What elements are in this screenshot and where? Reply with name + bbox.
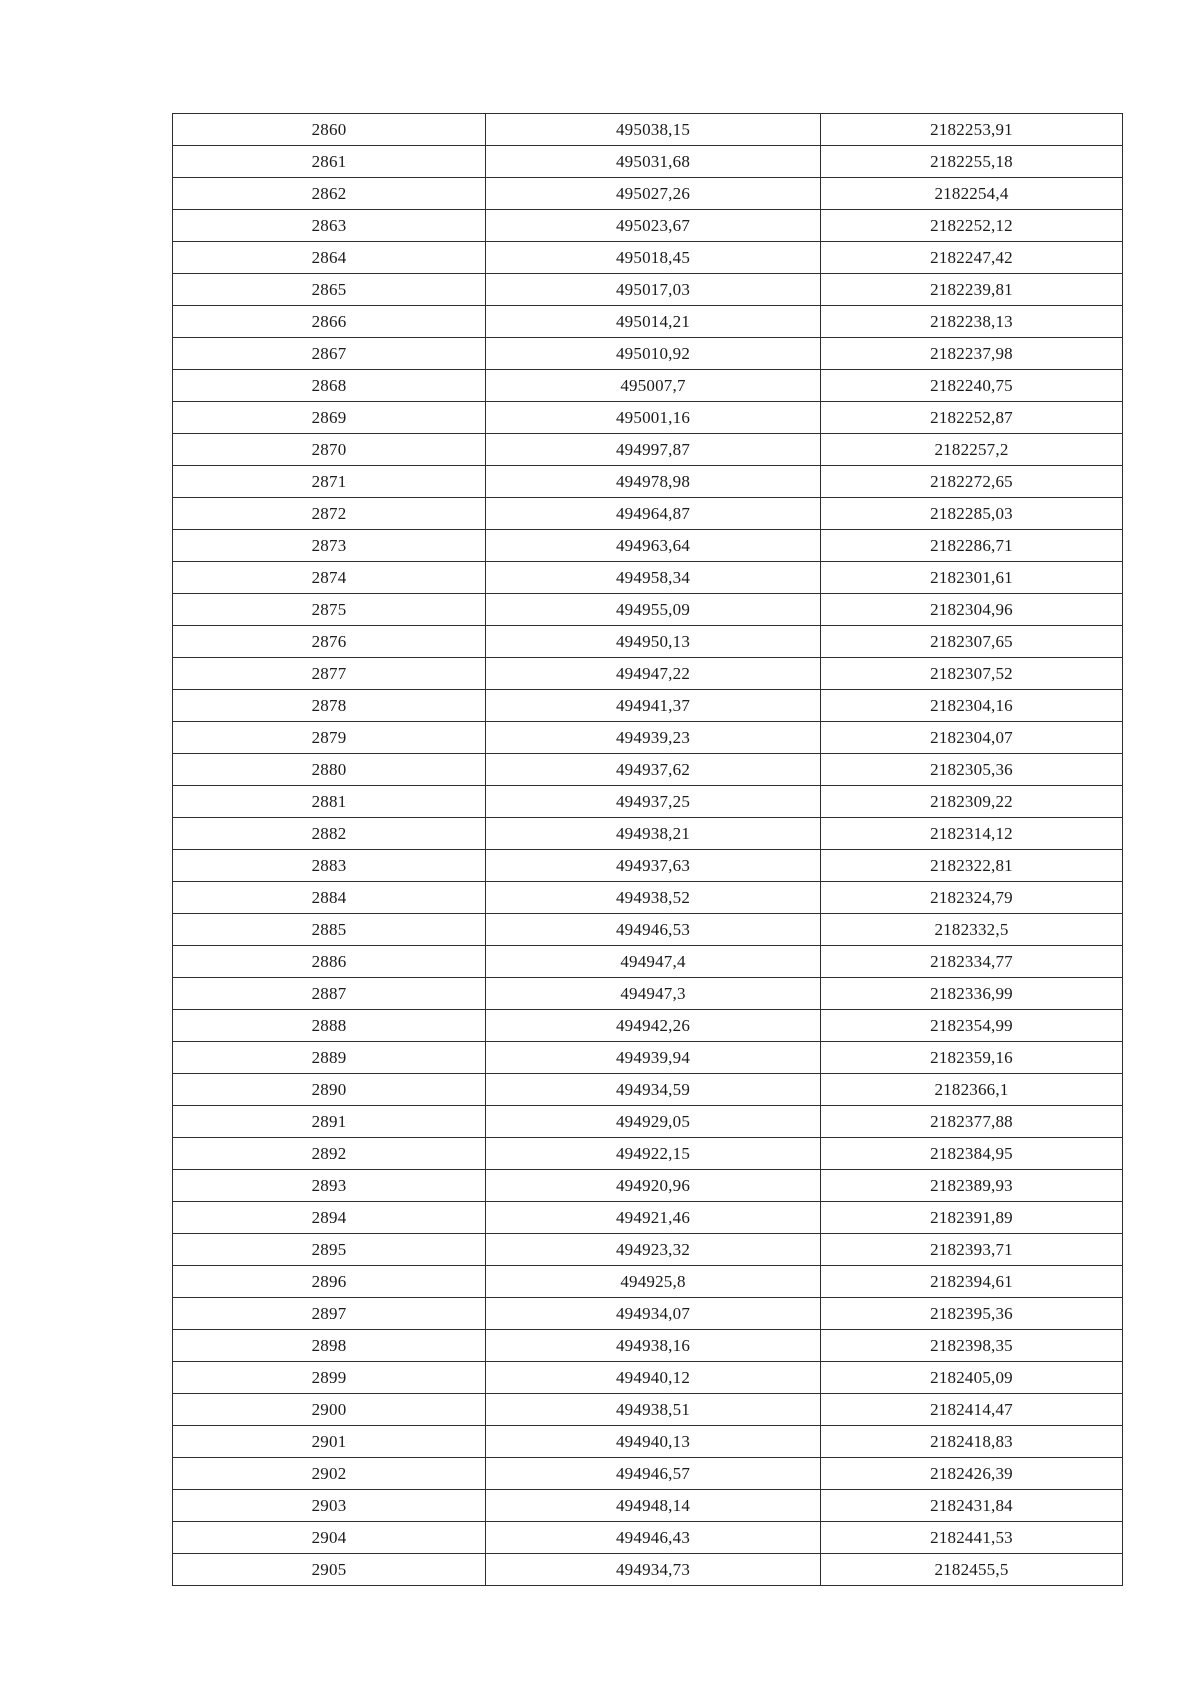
x-coordinate-cell: 494940,12 bbox=[486, 1362, 821, 1394]
table-row bbox=[173, 562, 1123, 594]
table-row bbox=[173, 1362, 1123, 1394]
y-coordinate-cell: 2182307,65 bbox=[821, 626, 1123, 658]
y-coordinate-cell: 2182394,61 bbox=[821, 1266, 1123, 1298]
point-number-cell: 2861 bbox=[173, 146, 486, 178]
y-coordinate-cell: 2182441,53 bbox=[821, 1522, 1123, 1554]
point-number-cell: 2879 bbox=[173, 722, 486, 754]
x-coordinate-cell: 494925,8 bbox=[486, 1266, 821, 1298]
y-coordinate-cell: 2182253,91 bbox=[821, 114, 1123, 146]
point-number-cell: 2884 bbox=[173, 882, 486, 914]
point-number-cell: 2875 bbox=[173, 594, 486, 626]
point-number-cell: 2862 bbox=[173, 178, 486, 210]
x-coordinate-cell: 495023,67 bbox=[486, 210, 821, 242]
table-row bbox=[173, 370, 1123, 402]
x-coordinate-cell: 494942,26 bbox=[486, 1010, 821, 1042]
point-number-cell: 2866 bbox=[173, 306, 486, 338]
x-coordinate-cell: 494923,32 bbox=[486, 1234, 821, 1266]
point-number-cell: 2896 bbox=[173, 1266, 486, 1298]
table-row bbox=[173, 306, 1123, 338]
y-coordinate-cell: 2182257,2 bbox=[821, 434, 1123, 466]
point-number-cell: 2868 bbox=[173, 370, 486, 402]
y-coordinate-cell: 2182301,61 bbox=[821, 562, 1123, 594]
y-coordinate-cell: 2182391,89 bbox=[821, 1202, 1123, 1234]
table-row bbox=[173, 818, 1123, 850]
y-coordinate-cell: 2182366,1 bbox=[821, 1074, 1123, 1106]
y-coordinate-cell: 2182377,88 bbox=[821, 1106, 1123, 1138]
table-row bbox=[173, 466, 1123, 498]
table-row bbox=[173, 594, 1123, 626]
point-number-cell: 2900 bbox=[173, 1394, 486, 1426]
x-coordinate-cell: 494938,52 bbox=[486, 882, 821, 914]
x-coordinate-cell: 494941,37 bbox=[486, 690, 821, 722]
y-coordinate-cell: 2182384,95 bbox=[821, 1138, 1123, 1170]
x-coordinate-cell: 494938,16 bbox=[486, 1330, 821, 1362]
x-coordinate-cell: 494947,4 bbox=[486, 946, 821, 978]
x-coordinate-cell: 494963,64 bbox=[486, 530, 821, 562]
point-number-cell: 2892 bbox=[173, 1138, 486, 1170]
table-row bbox=[173, 178, 1123, 210]
table-row bbox=[173, 978, 1123, 1010]
point-number-cell: 2894 bbox=[173, 1202, 486, 1234]
y-coordinate-cell: 2182305,36 bbox=[821, 754, 1123, 786]
y-coordinate-cell: 2182334,77 bbox=[821, 946, 1123, 978]
y-coordinate-cell: 2182252,87 bbox=[821, 402, 1123, 434]
y-coordinate-cell: 2182455,5 bbox=[821, 1554, 1123, 1586]
y-coordinate-cell: 2182405,09 bbox=[821, 1362, 1123, 1394]
point-number-cell: 2890 bbox=[173, 1074, 486, 1106]
point-number-cell: 2888 bbox=[173, 1010, 486, 1042]
point-number-cell: 2885 bbox=[173, 914, 486, 946]
y-coordinate-cell: 2182304,07 bbox=[821, 722, 1123, 754]
point-number-cell: 2860 bbox=[173, 114, 486, 146]
y-coordinate-cell: 2182285,03 bbox=[821, 498, 1123, 530]
x-coordinate-cell: 495018,45 bbox=[486, 242, 821, 274]
table-row bbox=[173, 338, 1123, 370]
point-number-cell: 2899 bbox=[173, 1362, 486, 1394]
y-coordinate-cell: 2182332,5 bbox=[821, 914, 1123, 946]
point-number-cell: 2867 bbox=[173, 338, 486, 370]
y-coordinate-cell: 2182398,35 bbox=[821, 1330, 1123, 1362]
y-coordinate-cell: 2182307,52 bbox=[821, 658, 1123, 690]
point-number-cell: 2863 bbox=[173, 210, 486, 242]
table-row bbox=[173, 210, 1123, 242]
table-row bbox=[173, 242, 1123, 274]
table-row bbox=[173, 1074, 1123, 1106]
x-coordinate-cell: 494922,15 bbox=[486, 1138, 821, 1170]
table-row bbox=[173, 1042, 1123, 1074]
y-coordinate-cell: 2182238,13 bbox=[821, 306, 1123, 338]
point-number-cell: 2897 bbox=[173, 1298, 486, 1330]
y-coordinate-cell: 2182393,71 bbox=[821, 1234, 1123, 1266]
table-row bbox=[173, 1170, 1123, 1202]
point-number-cell: 2886 bbox=[173, 946, 486, 978]
y-coordinate-cell: 2182272,65 bbox=[821, 466, 1123, 498]
x-coordinate-cell: 494964,87 bbox=[486, 498, 821, 530]
y-coordinate-cell: 2182395,36 bbox=[821, 1298, 1123, 1330]
x-coordinate-cell: 494937,25 bbox=[486, 786, 821, 818]
coordinates-table bbox=[172, 113, 1123, 1586]
table-row bbox=[173, 114, 1123, 146]
x-coordinate-cell: 494947,22 bbox=[486, 658, 821, 690]
point-number-cell: 2889 bbox=[173, 1042, 486, 1074]
point-number-cell: 2880 bbox=[173, 754, 486, 786]
table-row bbox=[173, 1490, 1123, 1522]
table-row bbox=[173, 850, 1123, 882]
x-coordinate-cell: 495010,92 bbox=[486, 338, 821, 370]
point-number-cell: 2878 bbox=[173, 690, 486, 722]
point-number-cell: 2883 bbox=[173, 850, 486, 882]
point-number-cell: 2877 bbox=[173, 658, 486, 690]
table-row bbox=[173, 274, 1123, 306]
y-coordinate-cell: 2182254,4 bbox=[821, 178, 1123, 210]
y-coordinate-cell: 2182255,18 bbox=[821, 146, 1123, 178]
point-number-cell: 2887 bbox=[173, 978, 486, 1010]
table-row bbox=[173, 690, 1123, 722]
y-coordinate-cell: 2182240,75 bbox=[821, 370, 1123, 402]
point-number-cell: 2869 bbox=[173, 402, 486, 434]
coordinates-table-body bbox=[173, 114, 1123, 1586]
y-coordinate-cell: 2182354,99 bbox=[821, 1010, 1123, 1042]
x-coordinate-cell: 494955,09 bbox=[486, 594, 821, 626]
y-coordinate-cell: 2182247,42 bbox=[821, 242, 1123, 274]
table-row bbox=[173, 754, 1123, 786]
table-row bbox=[173, 786, 1123, 818]
table-row bbox=[173, 722, 1123, 754]
x-coordinate-cell: 494948,14 bbox=[486, 1490, 821, 1522]
x-coordinate-cell: 494950,13 bbox=[486, 626, 821, 658]
y-coordinate-cell: 2182359,16 bbox=[821, 1042, 1123, 1074]
point-number-cell: 2874 bbox=[173, 562, 486, 594]
x-coordinate-cell: 495017,03 bbox=[486, 274, 821, 306]
table-row bbox=[173, 1106, 1123, 1138]
table-row bbox=[173, 946, 1123, 978]
point-number-cell: 2903 bbox=[173, 1490, 486, 1522]
point-number-cell: 2891 bbox=[173, 1106, 486, 1138]
x-coordinate-cell: 494997,87 bbox=[486, 434, 821, 466]
table-row bbox=[173, 1522, 1123, 1554]
y-coordinate-cell: 2182431,84 bbox=[821, 1490, 1123, 1522]
point-number-cell: 2902 bbox=[173, 1458, 486, 1490]
x-coordinate-cell: 494939,94 bbox=[486, 1042, 821, 1074]
x-coordinate-cell: 494938,21 bbox=[486, 818, 821, 850]
table-row bbox=[173, 1298, 1123, 1330]
point-number-cell: 2865 bbox=[173, 274, 486, 306]
point-number-cell: 2881 bbox=[173, 786, 486, 818]
table-row bbox=[173, 530, 1123, 562]
y-coordinate-cell: 2182336,99 bbox=[821, 978, 1123, 1010]
x-coordinate-cell: 494934,59 bbox=[486, 1074, 821, 1106]
x-coordinate-cell: 494934,73 bbox=[486, 1554, 821, 1586]
x-coordinate-cell: 495007,7 bbox=[486, 370, 821, 402]
point-number-cell: 2901 bbox=[173, 1426, 486, 1458]
y-coordinate-cell: 2182304,96 bbox=[821, 594, 1123, 626]
x-coordinate-cell: 494978,98 bbox=[486, 466, 821, 498]
table-row bbox=[173, 1458, 1123, 1490]
x-coordinate-cell: 494937,63 bbox=[486, 850, 821, 882]
point-number-cell: 2876 bbox=[173, 626, 486, 658]
x-coordinate-cell: 494946,43 bbox=[486, 1522, 821, 1554]
x-coordinate-cell: 494946,57 bbox=[486, 1458, 821, 1490]
y-coordinate-cell: 2182252,12 bbox=[821, 210, 1123, 242]
point-number-cell: 2870 bbox=[173, 434, 486, 466]
point-number-cell: 2882 bbox=[173, 818, 486, 850]
x-coordinate-cell: 494940,13 bbox=[486, 1426, 821, 1458]
x-coordinate-cell: 494937,62 bbox=[486, 754, 821, 786]
x-coordinate-cell: 495001,16 bbox=[486, 402, 821, 434]
point-number-cell: 2871 bbox=[173, 466, 486, 498]
x-coordinate-cell: 495038,15 bbox=[486, 114, 821, 146]
table-row bbox=[173, 498, 1123, 530]
x-coordinate-cell: 494938,51 bbox=[486, 1394, 821, 1426]
x-coordinate-cell: 495031,68 bbox=[486, 146, 821, 178]
point-number-cell: 2864 bbox=[173, 242, 486, 274]
table-row bbox=[173, 1394, 1123, 1426]
x-coordinate-cell: 494920,96 bbox=[486, 1170, 821, 1202]
table-row bbox=[173, 1202, 1123, 1234]
table-row bbox=[173, 434, 1123, 466]
y-coordinate-cell: 2182389,93 bbox=[821, 1170, 1123, 1202]
table-row bbox=[173, 1426, 1123, 1458]
table-row bbox=[173, 146, 1123, 178]
y-coordinate-cell: 2182304,16 bbox=[821, 690, 1123, 722]
x-coordinate-cell: 494934,07 bbox=[486, 1298, 821, 1330]
x-coordinate-cell: 494939,23 bbox=[486, 722, 821, 754]
x-coordinate-cell: 494947,3 bbox=[486, 978, 821, 1010]
table-row bbox=[173, 1330, 1123, 1362]
table-row bbox=[173, 1266, 1123, 1298]
table-row bbox=[173, 914, 1123, 946]
x-coordinate-cell: 494921,46 bbox=[486, 1202, 821, 1234]
y-coordinate-cell: 2182322,81 bbox=[821, 850, 1123, 882]
point-number-cell: 2872 bbox=[173, 498, 486, 530]
y-coordinate-cell: 2182237,98 bbox=[821, 338, 1123, 370]
x-coordinate-cell: 495027,26 bbox=[486, 178, 821, 210]
y-coordinate-cell: 2182239,81 bbox=[821, 274, 1123, 306]
point-number-cell: 2898 bbox=[173, 1330, 486, 1362]
y-coordinate-cell: 2182286,71 bbox=[821, 530, 1123, 562]
table-row bbox=[173, 1554, 1123, 1586]
table-row bbox=[173, 1010, 1123, 1042]
y-coordinate-cell: 2182314,12 bbox=[821, 818, 1123, 850]
y-coordinate-cell: 2182426,39 bbox=[821, 1458, 1123, 1490]
x-coordinate-cell: 494929,05 bbox=[486, 1106, 821, 1138]
x-coordinate-cell: 494946,53 bbox=[486, 914, 821, 946]
table-row bbox=[173, 626, 1123, 658]
table-row bbox=[173, 658, 1123, 690]
y-coordinate-cell: 2182309,22 bbox=[821, 786, 1123, 818]
point-number-cell: 2904 bbox=[173, 1522, 486, 1554]
x-coordinate-cell: 495014,21 bbox=[486, 306, 821, 338]
point-number-cell: 2893 bbox=[173, 1170, 486, 1202]
y-coordinate-cell: 2182324,79 bbox=[821, 882, 1123, 914]
point-number-cell: 2873 bbox=[173, 530, 486, 562]
x-coordinate-cell: 494958,34 bbox=[486, 562, 821, 594]
table-row bbox=[173, 882, 1123, 914]
table-row bbox=[173, 1138, 1123, 1170]
y-coordinate-cell: 2182418,83 bbox=[821, 1426, 1123, 1458]
table-row bbox=[173, 1234, 1123, 1266]
table-row bbox=[173, 402, 1123, 434]
point-number-cell: 2895 bbox=[173, 1234, 486, 1266]
y-coordinate-cell: 2182414,47 bbox=[821, 1394, 1123, 1426]
point-number-cell: 2905 bbox=[173, 1554, 486, 1586]
